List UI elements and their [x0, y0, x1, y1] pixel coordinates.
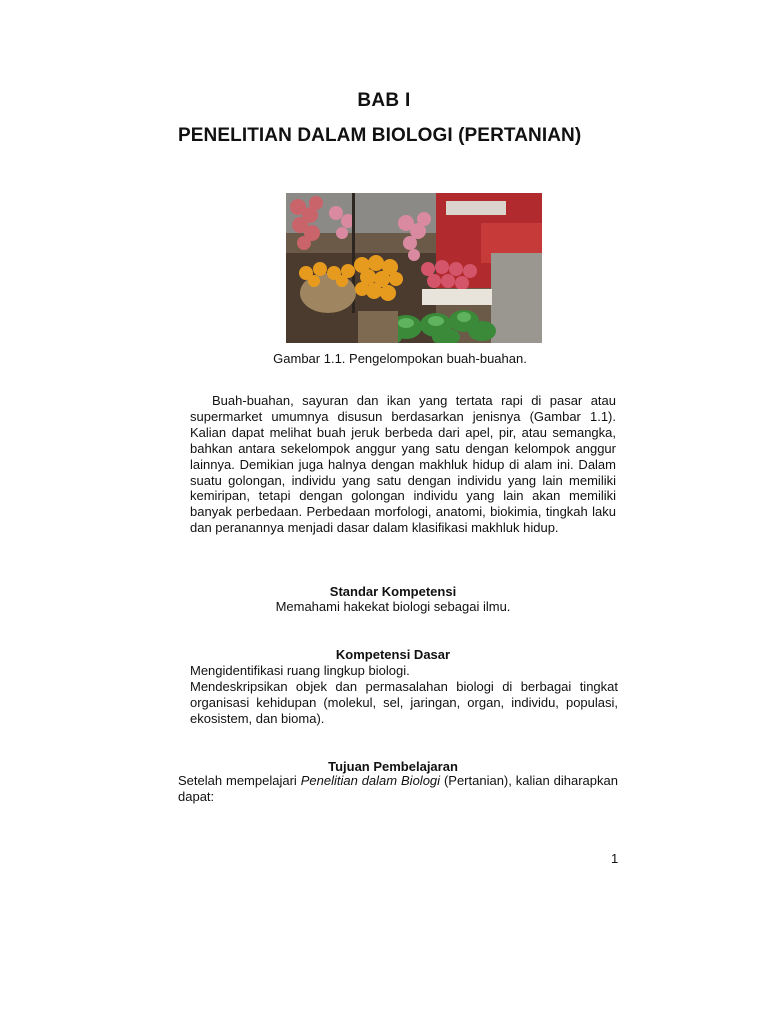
tujuan-text-after: (Pertanian), kalian diharapkan dapat:: [178, 773, 618, 804]
intro-paragraph-text: Buah-buahan, sayuran dan ikan yang tertata rapi di pasar atau supermarket umumnya disusun berdasarkan jenisnya (Gambar 1.1). Kalian dapat melihat buah jeruk berbeda dari apel, pir, atau semangka, bahkan antara sekelompok anggur yang satu dengan kelompok anggur lainnya. Demikian juga halnya dengan makhluk hidup di alam ini. Dalam suatu golongan, individu yang satu dengan individu yang lain memiliki kemiripan, tetapi dengan golongan individu yang lain akan memiliki banyak perbedaan. Perbedaan morfologi, anatomi, biokimia, tingkah laku dan peranannya menjadi dasar dalam klasifikasi makhluk hidup.: [190, 393, 616, 536]
kompetensi-item: Mendeskripsikan objek dan permasalahan biologi di berbagai tingkat organisasi kehidupan (molekul, sel, jaringan, organ, individu, populasi, ekosistem, dan bioma).: [190, 679, 618, 726]
figure-caption: Gambar 1.1. Pengelompokan buah-buahan.: [273, 351, 527, 366]
fruit-market-photo: [286, 193, 542, 343]
tujuan-pembelajaran-heading: Tujuan Pembelajaran: [328, 759, 458, 774]
kompetensi-item: Mengidentifikasi ruang lingkup biologi.: [190, 663, 410, 678]
kompetensi-dasar-heading: Kompetensi Dasar: [335, 647, 451, 662]
fruit-market-illustration: [286, 193, 542, 343]
tujuan-text-italic: Penelitian dalam Biologi: [300, 773, 441, 788]
chapter-heading: BAB I: [357, 90, 411, 111]
intro-paragraph: [190, 393, 616, 536]
tujuan-pembelajaran-text: [178, 773, 618, 805]
chapter-title: PENELITIAN DALAM BIOLOGI (PERTANIAN): [178, 125, 582, 146]
standar-kompetensi-heading: Standar Kompetensi: [329, 584, 457, 599]
standar-kompetensi-text: Memahami hakekat biologi sebagai ilmu.: [275, 599, 511, 614]
kompetensi-dasar-list: [190, 663, 618, 727]
page-number: 1: [611, 851, 619, 866]
tujuan-text-before: Setelah mempelajari: [178, 773, 301, 788]
